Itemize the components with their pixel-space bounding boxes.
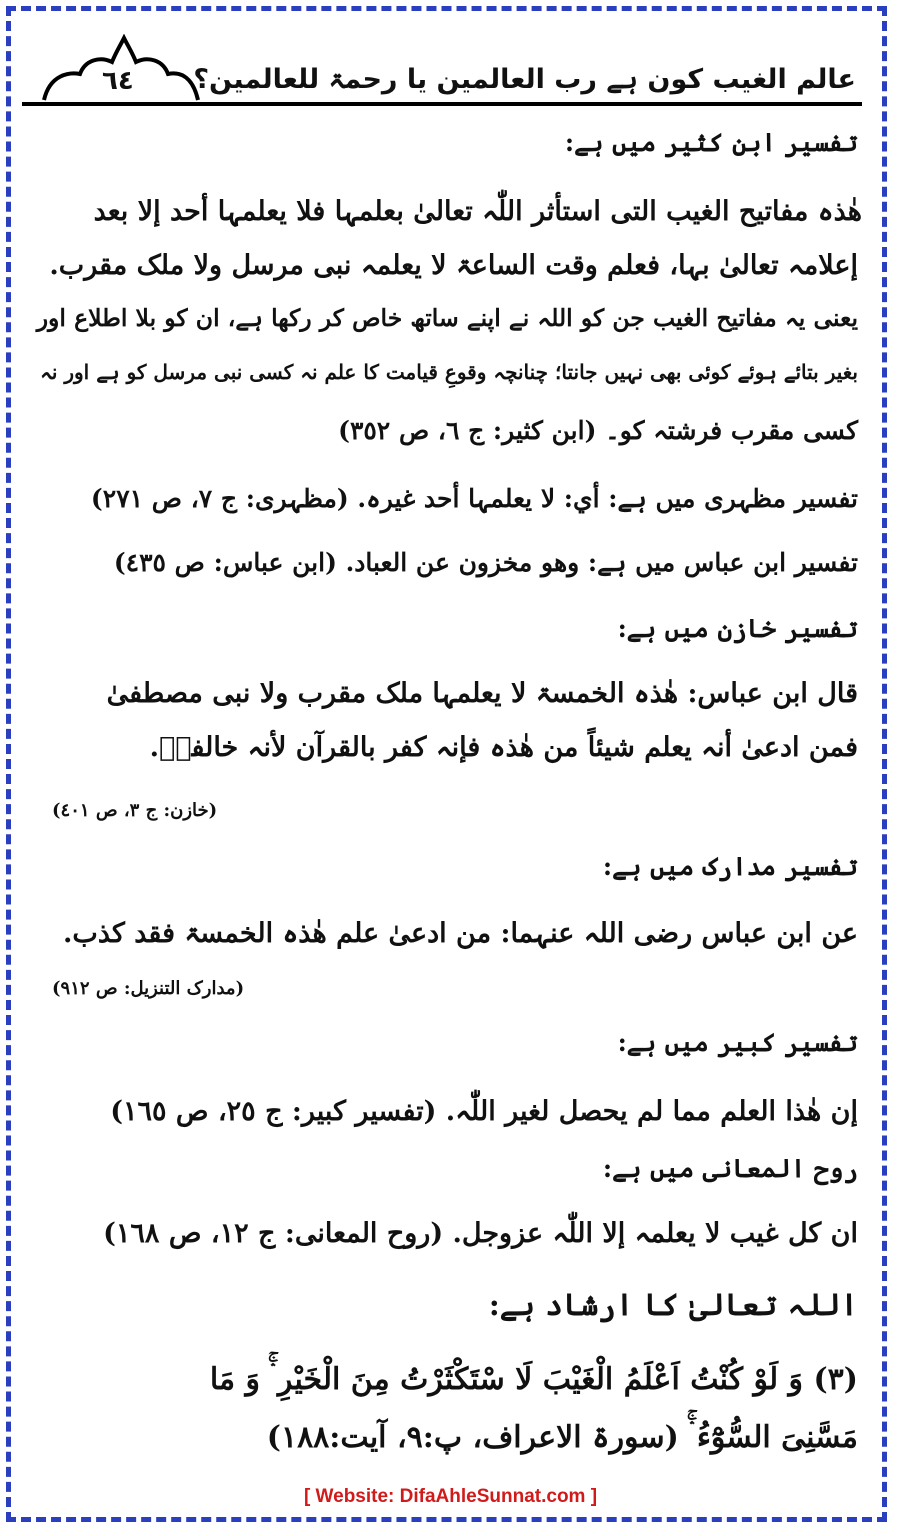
text-line: إعلامہ تعالیٰ بہا، فعلم وقت الساعۃ لا یعلمہ نبی مرسل ولا ملک مقرب.: [49, 250, 858, 281]
text-line: تفسیر خازن میں ہے:: [617, 614, 858, 643]
page-header: [22, 18, 862, 114]
page-title: عالم الغیب کون ہے رب العالمین یا رحمۃ للعالمین؟: [193, 64, 856, 95]
website-footer: [ Website: DifaAhleSunnat.com ]: [303, 1486, 598, 1507]
text-line: یعنی یہ مفاتیح الغیب جن کو اللہ نے اپنے ساتھ خاص کر رکھا ہے، ان کو بلا اطلاع اور: [36, 304, 858, 332]
book-page: [22, 18, 862, 1498]
quran-verse-line: مَسَّنِیَ السُّوْٓءُ ۛۚ (سورۃ الاعراف، پ:٩، آیت:١٨٨): [266, 1420, 858, 1455]
text-line: ھٰذہ مفاتیح الغیب التی استأثر اللّٰہ تعالیٰ بعلمہا فلا یعلمہا أحد إلا بعد: [93, 196, 862, 227]
text-line: تفسیر مظہری میں ہے: أي: لا یعلمہا أحد غیرہ. (مظہری: ج ٧، ص ٢٧١): [90, 484, 858, 513]
text-line: إن ھٰذا العلم مما لم یحصل لغیر اللّٰہ. (تفسیر کبیر: ج ٢٥، ص ١٦٥): [110, 1096, 858, 1127]
reference-line: (مدارک التنزیل: ص ٩١٢): [52, 978, 245, 999]
text-line: تفسیر ابن کثیر میں ہے:: [564, 128, 858, 157]
text-line: بغیر بتائے ہوئے کوئی بھی نہیں جانتا؛ چنانچہ وقوعِ قیامت کا علم نہ کسی نبی مرسل کو ہے اور نہ: [40, 360, 858, 384]
text-line: تفسیر کبیر میں ہے:: [617, 1028, 858, 1057]
section-heading: اللہ تعالیٰ کا ارشاد ہے:: [488, 1288, 858, 1323]
text-line: کسی مقرب فرشتہ کو۔ (ابن کثیر: ج ٦، ص ٣٥٢): [338, 416, 858, 445]
text-line: قال ابن عباس: ھٰذہ الخمسۃ لا یعلمہا ملک مقرب ولا نبی مصطفیٰ: [106, 678, 858, 709]
text-line: تفسیر ابن عباس میں ہے: وھو مخزون عن العباد. (ابن عباس: ص ٤٣٥): [113, 548, 858, 577]
text-line: فمن ادعیٰ أنہ یعلم شیئاً من ھٰذہ فإنہ کفر بالقرآن لأنہ خالفہٗ.: [149, 732, 858, 763]
page-number: ٦٤: [102, 66, 134, 96]
quran-verse-line: (٣) وَ لَوْ كُنْتُ اَعْلَمُ الْغَیْبَ لَا سْتَكْثَرْتُ مِنَ الْخَیْرِ ۛۚ وَ مَا: [209, 1362, 858, 1397]
text-line: ان کل غیب لا یعلمہ إلا اللّٰہ عزوجل. (روح المعانی: ج ١٢، ص ١٦٨): [103, 1218, 858, 1249]
text-line: تفسیر مدارک میں ہے:: [602, 852, 858, 881]
text-line: روح المعانی میں ہے:: [602, 1154, 858, 1183]
header-divider: [22, 102, 862, 106]
reference-line: (خازن: ج ٣، ص ٤٠١): [52, 800, 218, 821]
text-line: عن ابن عباس رضی اللہ عنہما: من ادعیٰ علم ھٰذہ الخمسۃ فقد کذب.: [63, 918, 858, 949]
